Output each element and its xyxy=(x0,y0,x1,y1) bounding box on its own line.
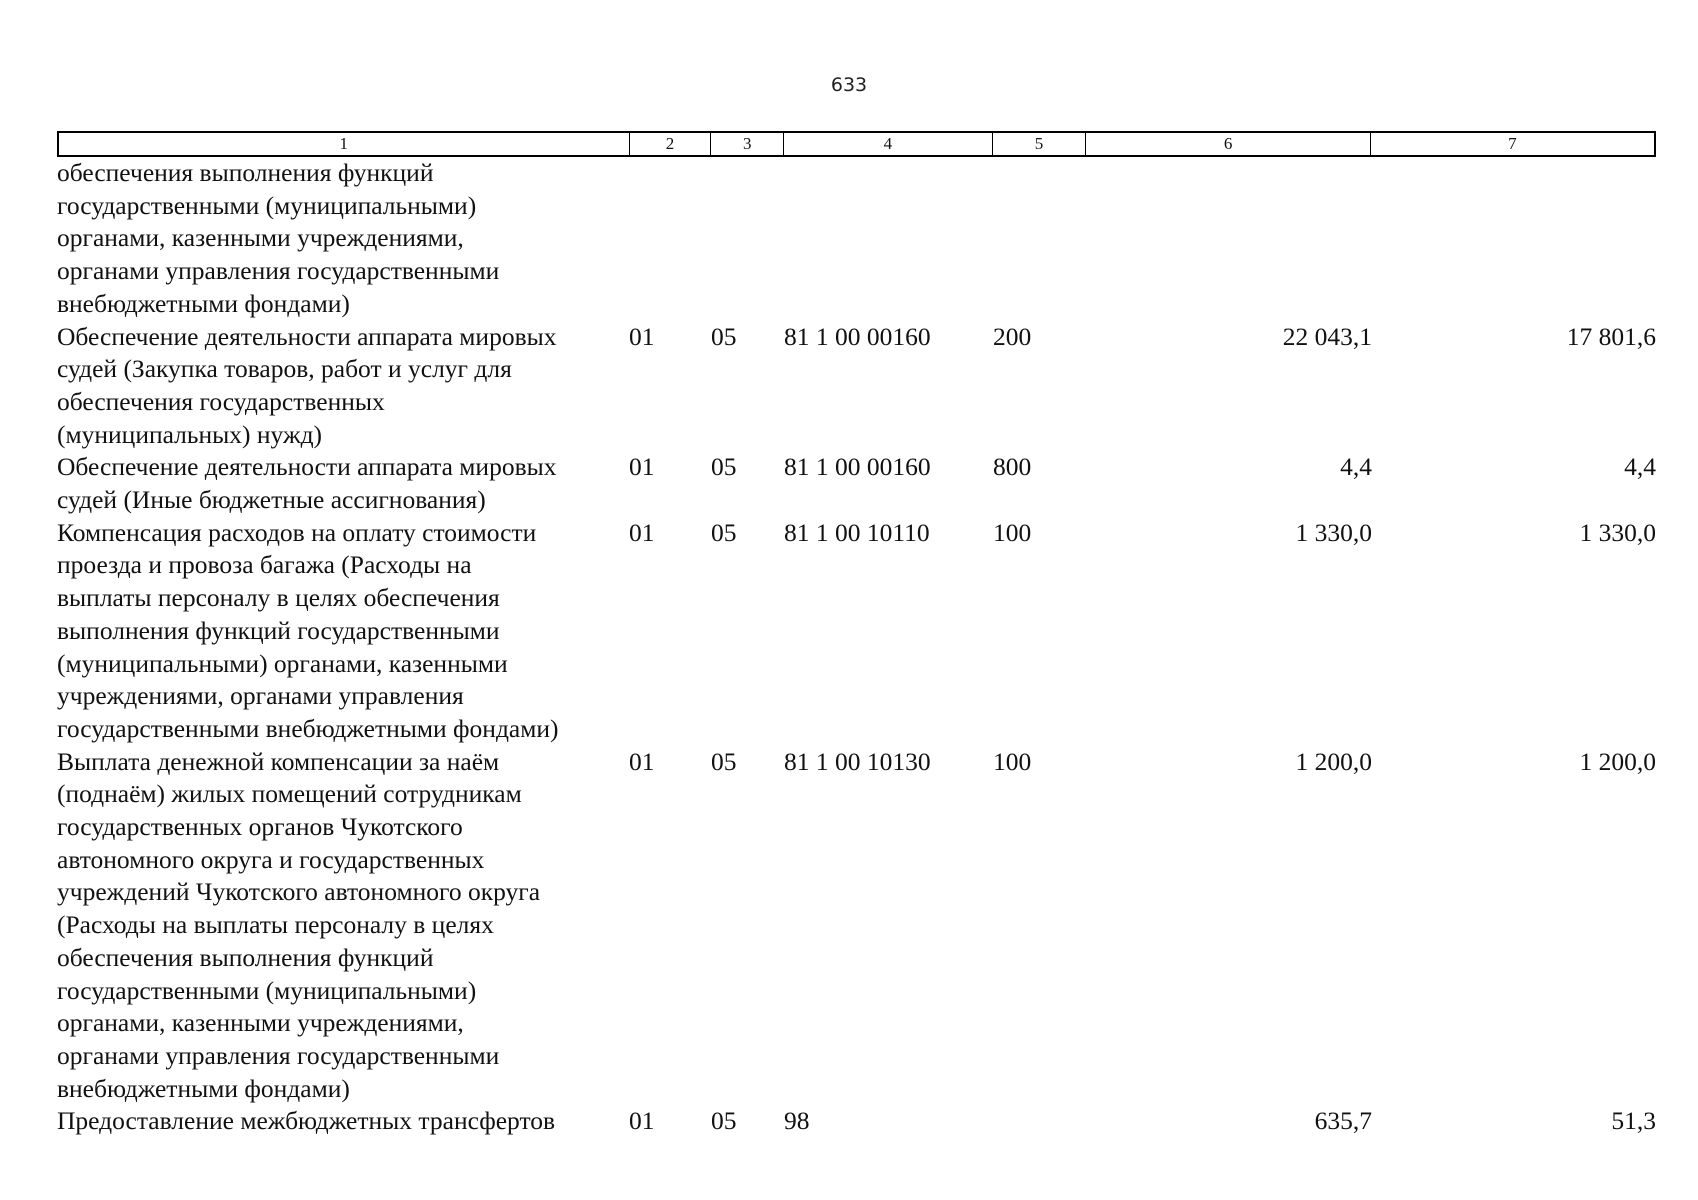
table-row xyxy=(57,451,1656,516)
expense-type-code: 100 xyxy=(993,517,1032,547)
target-article-code: 98 xyxy=(784,1106,810,1136)
header-col-3: 3 xyxy=(711,133,784,155)
row-description xyxy=(57,1105,629,1138)
description-line: Компенсация расходов на оплату стоимости xyxy=(57,517,537,547)
description-line: (муниципальных) нужд) xyxy=(57,419,323,449)
description-line: судей (Закупка товаров, работ и услуг для xyxy=(57,354,512,384)
description-line: Предоставление межбюджетных трансфертов xyxy=(57,1106,556,1136)
description-line: обеспечения выполнения функций xyxy=(57,158,434,187)
section-code: 01 xyxy=(629,746,655,776)
section-code: 01 xyxy=(629,452,655,482)
section-code: 01 xyxy=(629,1106,655,1136)
target-article-code: 81 1 00 00160 xyxy=(784,321,931,351)
amount-year-1: 4,4 xyxy=(1340,452,1372,482)
subsection-code: 05 xyxy=(711,517,737,547)
page-number: 633 xyxy=(830,74,868,96)
header-col-6: 6 xyxy=(1086,133,1370,155)
description-line: Обеспечение деятельности аппарата мировых xyxy=(57,452,557,482)
amount-year-1: 635,7 xyxy=(1314,1106,1372,1136)
subsection-code: 05 xyxy=(711,1106,737,1136)
amount-year-2: 1 330,0 xyxy=(1579,517,1656,547)
header-col-2: 2 xyxy=(630,133,712,155)
section-code: 01 xyxy=(629,321,655,351)
amount-year-1: 1 200,0 xyxy=(1295,746,1372,776)
expense-type-code: 200 xyxy=(993,321,1032,351)
description-line: органами управления государственными xyxy=(57,256,500,286)
description-line: (поднаём) жилых помещений сотрудникам xyxy=(57,779,522,809)
row-description xyxy=(57,517,629,746)
header-col-4: 4 xyxy=(784,133,992,155)
table-row xyxy=(57,1105,1656,1138)
expense-type-code: 800 xyxy=(993,452,1032,482)
description-line: учреждений Чукотского автономного округа xyxy=(57,877,541,907)
description-line: государственными (муниципальными) xyxy=(57,975,477,1005)
table-header-row xyxy=(57,131,1656,157)
description-line: автономного округа и государственных xyxy=(57,844,485,874)
header-col-5: 5 xyxy=(993,133,1087,155)
expense-type-code: 100 xyxy=(993,746,1032,776)
header-col-7: 7 xyxy=(1508,134,1517,153)
description-line: органами управления государственными xyxy=(57,1040,500,1070)
row-description xyxy=(57,157,629,321)
description-line: обеспечения выполнения функций xyxy=(57,942,434,972)
amount-year-2: 4,4 xyxy=(1624,452,1656,482)
description-line: учреждениями, органами управления xyxy=(57,681,464,711)
description-line: проезда и провоза багажа (Расходы на xyxy=(57,550,472,580)
description-line: (Расходы на выплаты персоналу в целях xyxy=(57,910,494,940)
subsection-code: 05 xyxy=(711,746,737,776)
description-line: государственными внебюджетными фондами) xyxy=(57,713,559,743)
description-line: выполнения функций государственными xyxy=(57,615,500,645)
description-line: внебюджетными фондами) xyxy=(57,288,350,318)
table-body xyxy=(57,157,1656,1138)
amount-year-2: 17 801,6 xyxy=(1566,321,1656,351)
description-line: Выплата денежной компенсации за наём xyxy=(57,746,500,776)
table-row xyxy=(57,157,1656,321)
description-line: органами, казенными учреждениями, xyxy=(57,223,464,253)
amount-year-2: 1 200,0 xyxy=(1579,746,1656,776)
budget-table xyxy=(57,131,1656,1138)
row-description xyxy=(57,451,629,516)
description-line: государственных органов Чукотского xyxy=(57,812,463,842)
description-line: Обеспечение деятельности аппарата мировых xyxy=(57,321,557,351)
amount-year-1: 1 330,0 xyxy=(1295,517,1372,547)
description-line: государственными (муниципальными) xyxy=(57,190,477,220)
row-description xyxy=(57,321,629,452)
row-description xyxy=(57,746,629,1106)
section-code: 01 xyxy=(629,517,655,547)
target-article-code: 81 1 00 10130 xyxy=(784,746,931,776)
description-line: внебюджетными фондами) xyxy=(57,1073,350,1103)
amount-year-1: 22 043,1 xyxy=(1282,321,1372,351)
table-row xyxy=(57,746,1656,1106)
subsection-code: 05 xyxy=(711,321,737,351)
description-line: судей (Иные бюджетные ассигнования) xyxy=(57,485,486,515)
description-line: обеспечения государственных xyxy=(57,386,385,416)
header-col-1: 1 xyxy=(59,133,630,155)
subsection-code: 05 xyxy=(711,452,737,482)
amount-year-2: 51,3 xyxy=(1611,1106,1656,1136)
description-line: (муниципальными) органами, казенными xyxy=(57,648,508,678)
description-line: органами, казенными учреждениями, xyxy=(57,1008,464,1038)
table-row xyxy=(57,517,1656,746)
target-article-code: 81 1 00 00160 xyxy=(784,452,931,482)
target-article-code: 81 1 00 10110 xyxy=(784,517,930,547)
description-line: выплаты персоналу в целях обеспечения xyxy=(57,583,500,613)
table-row xyxy=(57,321,1656,452)
